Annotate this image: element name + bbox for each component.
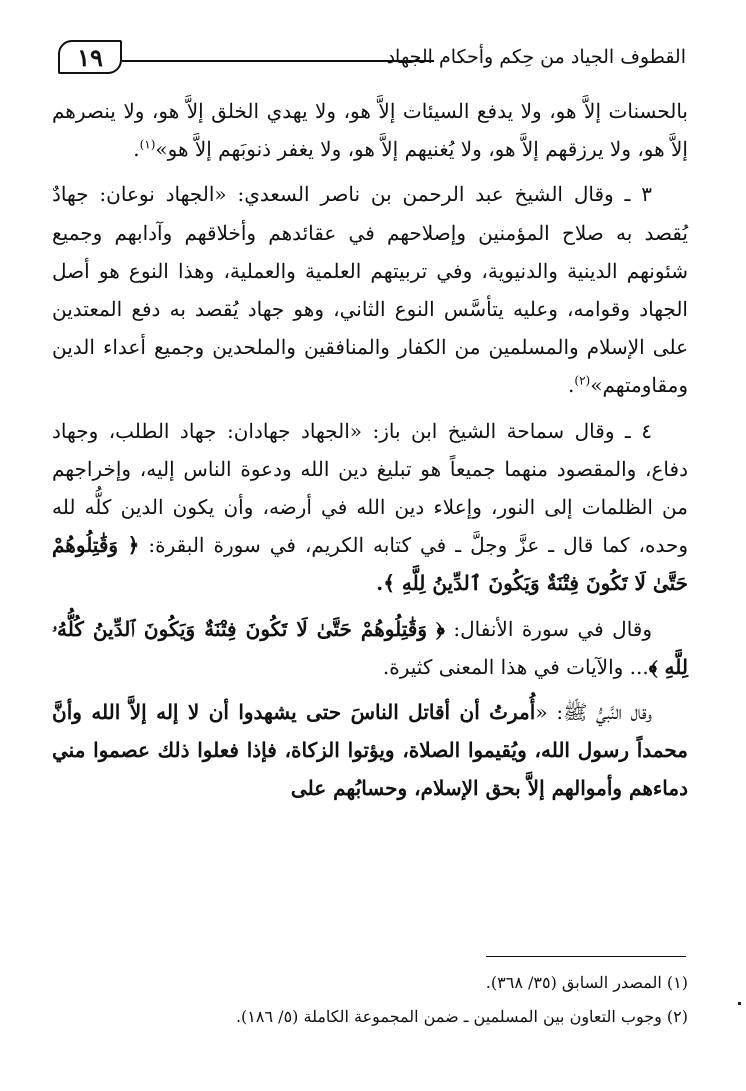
footnote-2: (٢) وجوب التعاون بين المسلمين ـ ضمن المجموعة الكاملة (٥/ ١٨٦).: [235, 1007, 688, 1026]
paragraph-saadi: [52, 175, 688, 404]
page-header: [58, 40, 686, 86]
paragraph-text: ... والآيات في هذا المعنى كثيرة.: [382, 654, 649, 679]
paragraph-text: وقال في سورة الأنفال:: [453, 616, 652, 641]
footnote-1: (١) المصدر السابق (٣٥/ ٣٦٨).: [485, 973, 688, 992]
footnotes: [52, 966, 688, 1034]
quran-verse-baqara: ﴿ وَقَٰتِلُوهُمْ حَتَّىٰ لَا تَكُونَ فِتْنَةٌ وَيَكُونَ ٱلدِّينُ لِلَّهِ ﴾.: [52, 533, 688, 596]
hadith-text: أُمرتُ أن أقاتل الناسَ حتى يشهدوا أن لا إله إلاَّ الله وأنَّ محمداً رسول الله، ويُقيموا الصلاة، ويؤتوا الزكاة، فإذا فعلوا ذلك عصموا مني دماءهم وأموالهم إلاَّ بحق الإسلام، وحسابُهم على: [52, 700, 688, 801]
paragraph-text: وقال النَّبيُّ ﷺ: «: [535, 700, 652, 725]
paragraph-end: .: [133, 137, 140, 162]
paragraph-ibn-baz: [52, 412, 688, 603]
footnote-ref-2: (٢): [574, 373, 591, 388]
scan-speck: [738, 1002, 741, 1005]
paragraph-end: .: [568, 373, 575, 398]
running-title: القطوف الجياد من حِكم وأحكام الجهاد: [386, 46, 686, 68]
page-number: ١٩: [58, 40, 122, 74]
main-text: [52, 92, 688, 808]
footnote-ref-1: (١): [139, 137, 156, 152]
footnote-separator: [486, 956, 686, 957]
quran-verse-anfal: ﴿ وَقَٰتِلُوهُمْ حَتَّىٰ لَا تَكُونَ فِتْنَةٌ وَيَكُونَ ٱلدِّينُ كُلُّهُۥ لِلَّهِ ﴾: [52, 616, 688, 679]
paragraph-text: ٤ ـ وقال سماحة الشيخ ابن باز: «الجهاد جهادان: جهاد الطلب، وجهاد دفاع، والمقصود منهما جميعاً هو تبليغ دين الله ودعوة الناس إليه، وإخراجهم من الظلمات إلى النور، وإعلاء دين الله في أرضه، وأن يكون الدين كلُّه لله وحده، كما قال ـ عزَّ وجلَّ ـ في كتابه الكريم، في سورة البقرة:: [52, 418, 688, 558]
paragraph-text: ٣ ـ وقال الشيخ عبد الرحمن بن ناصر السعدي: «الجهاد نوعان: جهادٌ يُقصد به صلاح المؤمنين وإصلاحهم في عقائدهم وأخلاقهم وآدابهم وجميع شئونهم الدينية والدنيوية، وفي تربيتهم العلمية والعملية، وهذا النوع هو أصل الجهاد وقوامه، وعليه يتأسَّس النوع الثاني، وهو جهاد يُقصد به دفع المعتدين على الإسلام والمسلمين من الكفار والمنافقين والملحدين وجميع أعداء الدين ومقاومتهم»: [52, 182, 688, 398]
paragraph-hadith: [52, 693, 688, 808]
paragraph-continuation: [52, 92, 688, 168]
paragraph-text: بالحسنات إلاَّ هو، ولا يدفع السيئات إلاَّ هو، ولا يهدي الخلق إلاَّ هو، ولا ينصرهم إلاَّ هو، ولا يرزقهم إلاَّ هو، ولا يُغنيهم إلاَّ هو، ولا يغفر ذنوبَهم إلاَّ هو»: [52, 99, 688, 162]
paragraph-anfal: [52, 610, 688, 686]
